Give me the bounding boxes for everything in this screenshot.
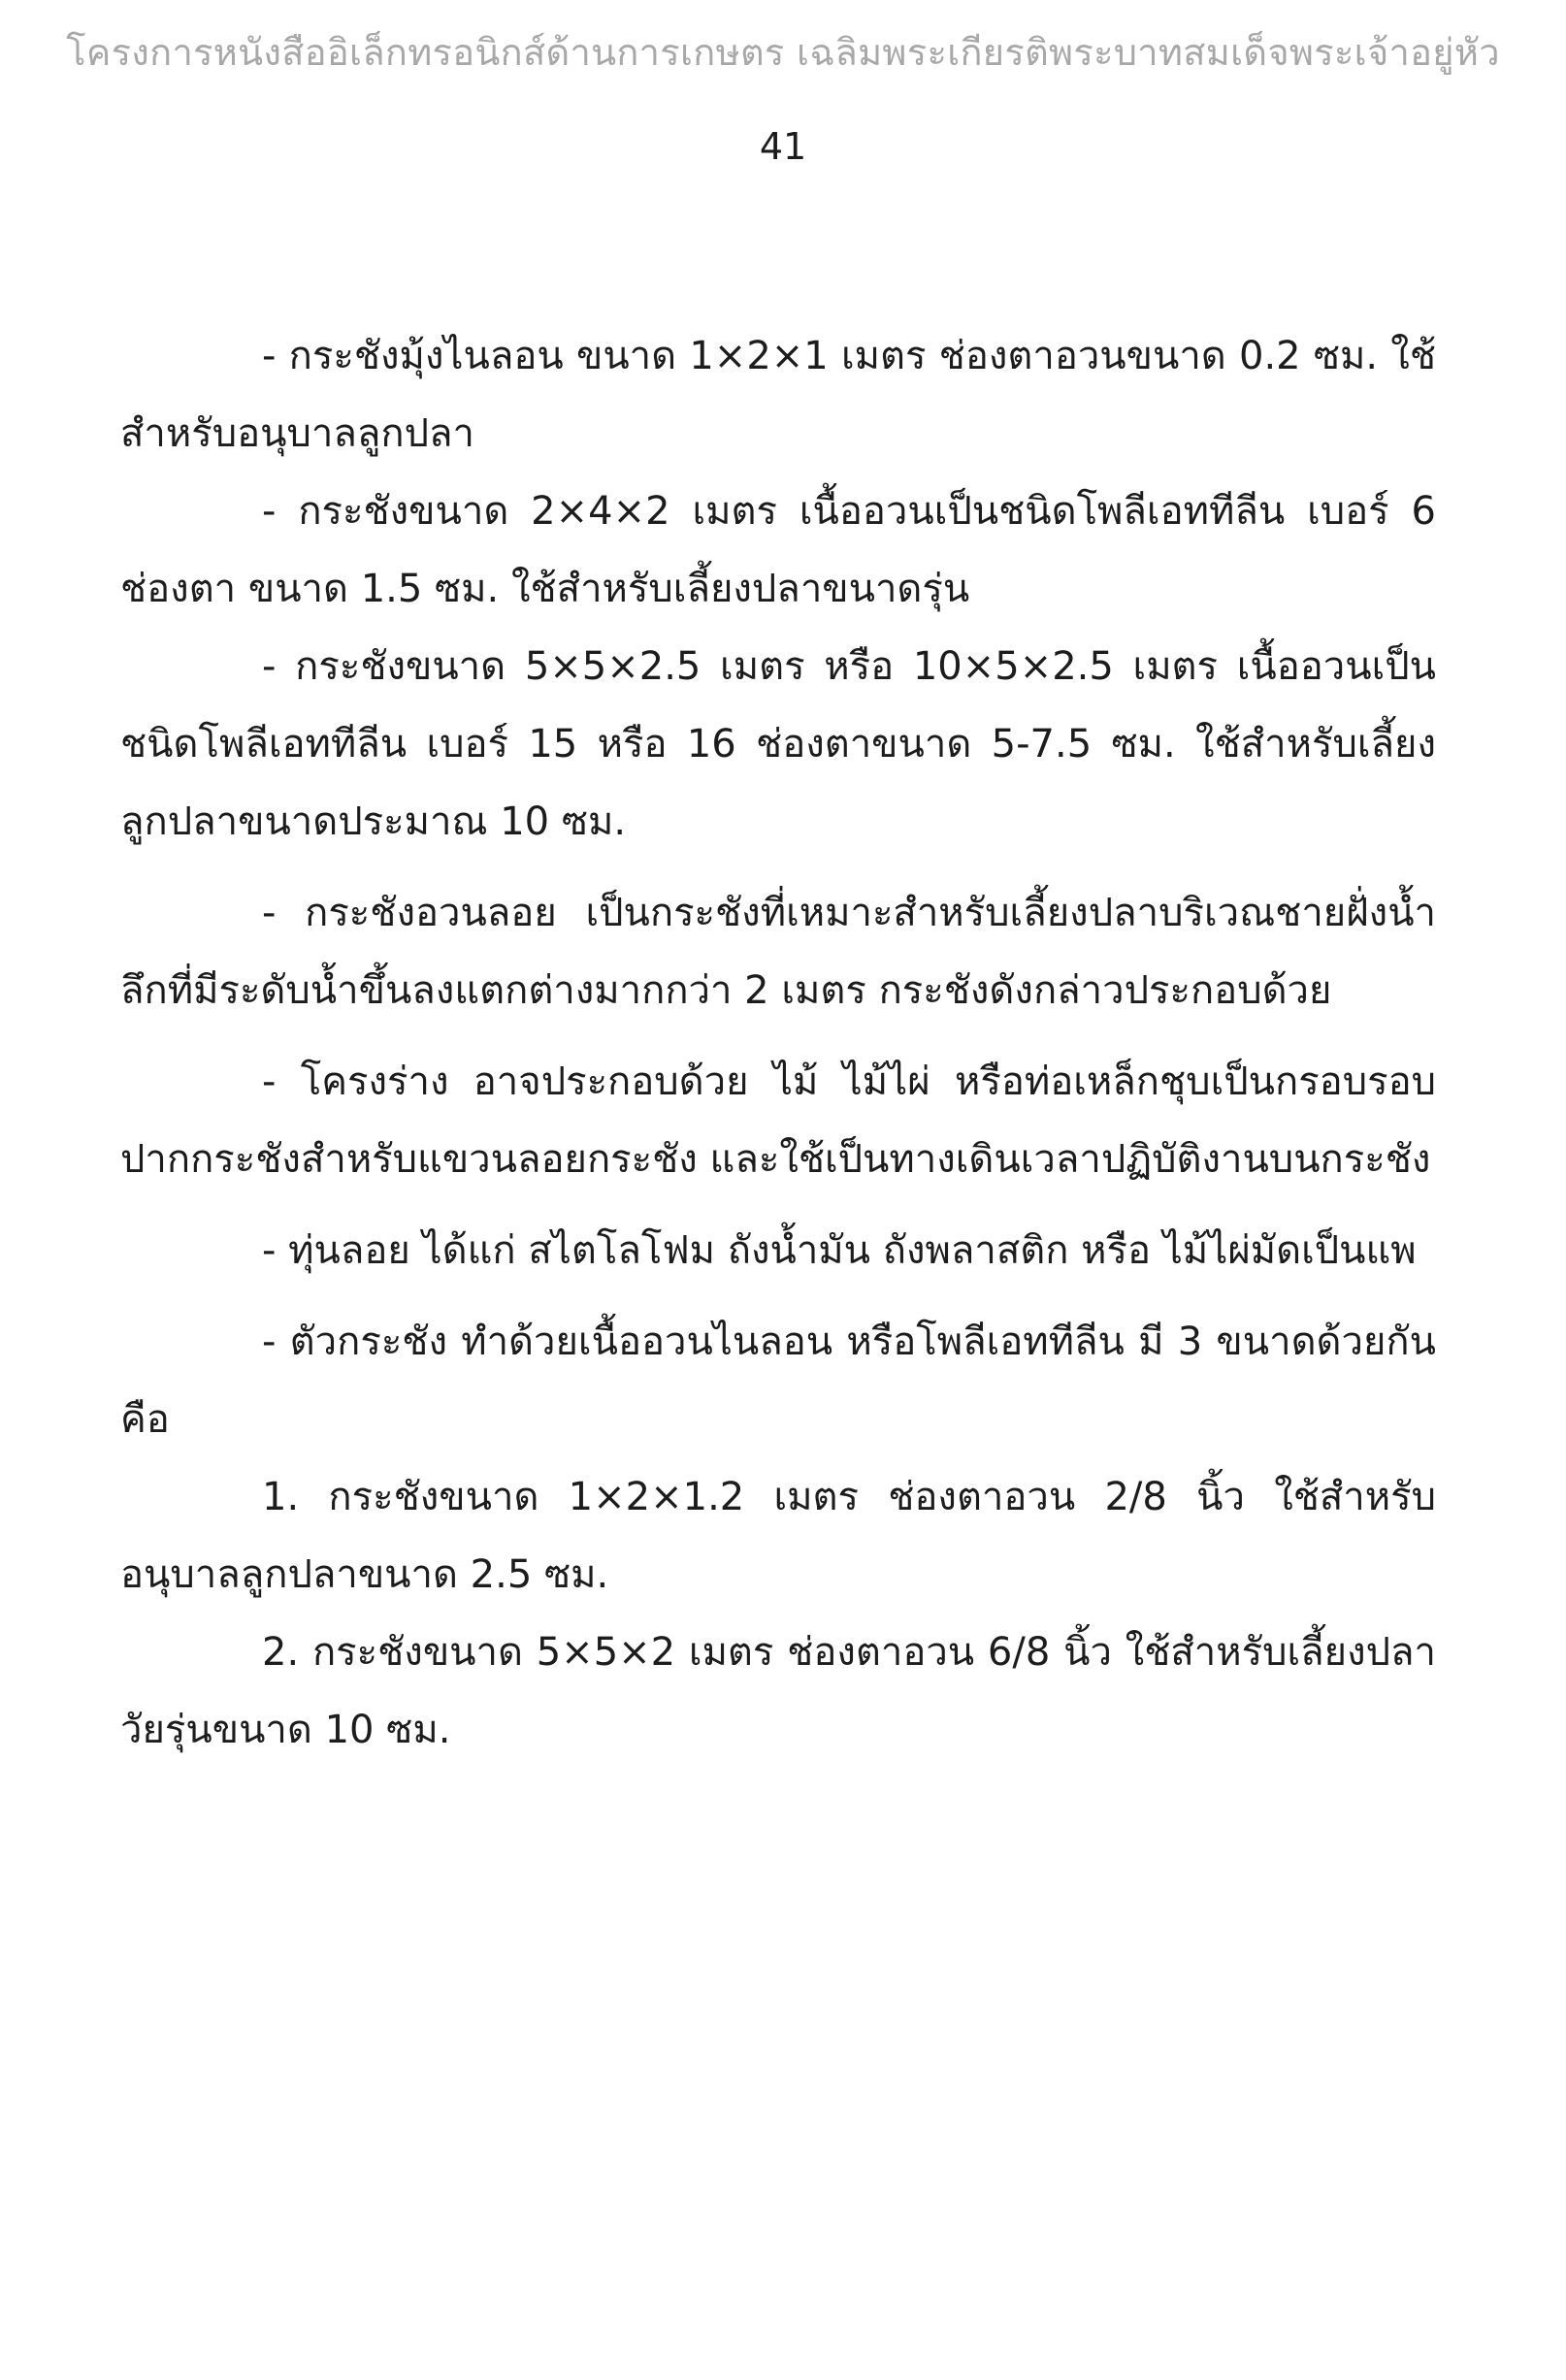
paragraph-nylon-mesh-cage: - กระชังมุ้งไนลอน ขนาด 1×2×1 เมตร ช่องตาอวนขนาด 0.2 ซม. ใช้สำหรับอนุบาลลูกปลา bbox=[120, 334, 1436, 456]
body-text bbox=[120, 317, 1436, 1769]
paragraph-cage-body: - ตัวกระชัง ทำด้วยเนื้ออวนไนลอน หรือโพลีเอททีลีน มี 3 ขนาดด้วยกัน คือ bbox=[120, 1320, 1436, 1442]
running-header: โครงการหนังสืออิเล็กทรอนิกส์ด้านการเกษตร เฉลิมพระเกียรติพระบาทสมเด็จพระเจ้าอยู่หัว bbox=[66, 31, 1500, 74]
paragraph-floats: - ทุ่นลอย ได้แก่ สไตโลโฟม ถังน้ำมัน ถังพลาสติก หรือ ไม้ไผ่มัดเป็นแพ bbox=[262, 1228, 1417, 1273]
list-item-1: 1. กระชังขนาด 1×2×1.2 เมตร ช่องตาอวน 2/8 นิ้ว ใช้สำหรับอนุบาลลูกปลาขนาด 2.5 ซม. bbox=[120, 1475, 1436, 1597]
paragraph-cage-2x4x2: - กระชังขนาด 2×4×2 เมตร เนื้ออวนเป็นชนิดโพลีเอททีลีน เบอร์ 6 ช่องตา ขนาด 1.5 ซม. ใช้สำหรับเลี้ยงปลาขนาดรุ่น bbox=[120, 489, 1436, 611]
paragraph-floating-cage: - กระชังอวนลอย เป็นกระชังที่เหมาะสำหรับเลี้ยงปลาบริเวณชายฝั่งน้ำลึกที่มีระดับน้ำขึ้นลงแตกต่างมากกว่า 2 เมตร กระชังดังกล่าวประกอบด้วย bbox=[120, 891, 1436, 1013]
list-item-2: 2. กระชังขนาด 5×5×2 เมตร ช่องตาอวน 6/8 นิ้ว ใช้สำหรับเลี้ยงปลาวัยรุ่นขนาด 10 ซม. bbox=[120, 1630, 1436, 1752]
paragraph-frame: - โครงร่าง อาจประกอบด้วย ไม้ ไม้ไผ่ หรือท่อเหล็กชุบเป็นกรอบรอบปากกระชังสำหรับแขวนลอยกระชัง และใช้เป็นทางเดินเวลาปฏิบัติงานบนกระชัง bbox=[120, 1060, 1436, 1182]
page-number: 41 bbox=[759, 125, 807, 168]
paragraph-cage-5x5x2-5: - กระชังขนาด 5×5×2.5 เมตร หรือ 10×5×2.5 เมตร เนื้ออวนเป็นชนิดโพลีเอททีลีน เบอร์ 15 หรือ 16 ช่องตาขนาด 5-7.5 ซม. ใช้สำหรับเลี้ยงลูกปลาขนาดประมาณ 10 ซม. bbox=[120, 644, 1436, 844]
